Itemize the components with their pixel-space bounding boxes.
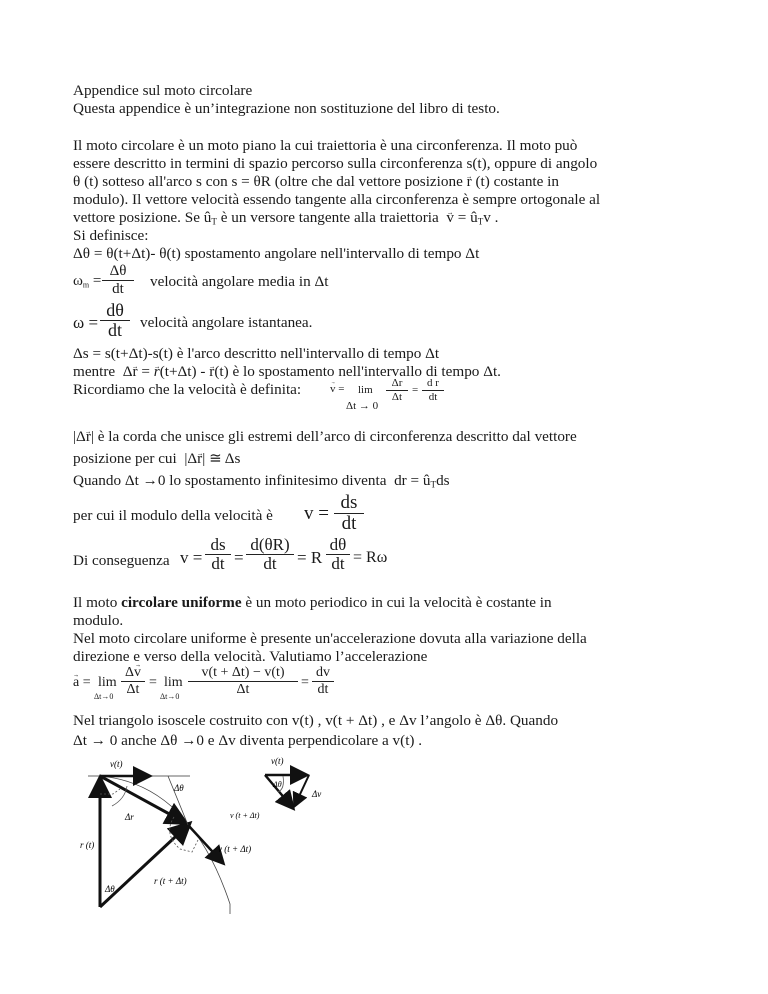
omega-m-symbol: $\omega_m$ = bbox=[73, 273, 102, 290]
conseguenza-frac-2: $\frac{d(\theta R)}{dt}$ bbox=[246, 536, 294, 574]
conseguenza-frac-1: $\frac{ds}{dt}$ bbox=[205, 536, 231, 574]
omega-den: dt bbox=[107, 319, 122, 340]
tri-label-v-t-dt: v (t + Δt) bbox=[230, 811, 260, 820]
accel-limsub-2: Δt→0 bbox=[160, 692, 180, 701]
label-delta-r: Δr bbox=[125, 812, 134, 822]
intro-line-2: essere descritto in termini di spazio percorso sulla circonferenza s(t), oppure di angolo bbox=[73, 155, 598, 172]
mentre-line: mentre Δ→ r = → r(t+Δt) - → r(t) è lo spostamento nell'intervallo di tempo Δt. bbox=[73, 363, 501, 381]
conseguenza-mid: = R bbox=[297, 548, 323, 567]
conseguenza-eq-1: = bbox=[234, 548, 244, 567]
modulo-lhs: v = bbox=[304, 503, 329, 524]
conseguenza-end: = Rω bbox=[353, 549, 388, 566]
intro-line-1: Il moto circolare è un moto piano la cui traiettoria è una circonferenza. Il moto può bbox=[73, 137, 578, 154]
intro-line-3 bbox=[73, 173, 559, 191]
tri-label-v-t: v(t) bbox=[271, 756, 284, 766]
velocity-def: → v = bbox=[330, 383, 344, 395]
label-v-t: v(t) bbox=[110, 759, 123, 769]
unit-vector-uT: $û_T$ bbox=[203, 209, 217, 227]
label-r-t: r (t) bbox=[80, 840, 95, 850]
omega-symbol: ω = bbox=[73, 313, 99, 332]
tri-delta-v bbox=[295, 775, 309, 805]
accel-lim-2: lim bbox=[164, 675, 183, 690]
tri-label-delta-v: Δv bbox=[312, 789, 322, 799]
document-title: Appendice sul moto circolare bbox=[73, 82, 253, 99]
omega-m-desc: velocità angolare media in Δt bbox=[150, 273, 329, 290]
uniforme-line-1: Il moto circolare uniforme è un moto periodico in cui la velocità è costante in bbox=[73, 594, 552, 611]
omega-num: dθ bbox=[100, 301, 130, 321]
velocity-lim: lim bbox=[358, 384, 373, 396]
modulo-fraction: $\frac{ds}{dt}$ bbox=[334, 493, 364, 535]
conseguenza-text: Di conseguenza bbox=[73, 552, 170, 569]
ricordiamo-line: Ricordiamo che la velocità è definita: bbox=[73, 381, 302, 398]
conseguenza-lhs: v = bbox=[180, 548, 203, 567]
velocity-formula: → $v = û_Tv$ . bbox=[443, 209, 499, 226]
omega-desc: velocità angolare istantanea. bbox=[140, 314, 313, 331]
intro-line-5-tail: è un versore tangente alla traiettoria bbox=[220, 209, 439, 226]
velocity-frac-1: $\frac{\Delta r}{\Delta t}$ bbox=[386, 378, 408, 403]
label-delta-theta-top: Δθ bbox=[174, 783, 184, 793]
triangolo-line-2: Δt → 0 anche Δθ →0 e Δv diventa perpendicolare a v(t) . bbox=[73, 732, 423, 749]
quando-line: Quando Δt →0 lo spostamento infinitesimo diventa dr = $û_Tds$ bbox=[73, 472, 450, 490]
accel-frac-3: $\frac{dv}{dt}$ bbox=[312, 666, 334, 697]
conseguenza-frac-3: $\frac{d\theta}{dt}$ bbox=[326, 536, 350, 574]
quando-formula-sub: T bbox=[430, 479, 437, 490]
accel-frac-2: $\frac{v(t + \Delta t) - v(t)}{\Delta t}$ bbox=[188, 666, 298, 697]
velocity-frac-2: $\frac{\text{d r}}{dt}$ bbox=[422, 378, 444, 403]
velocity-lim-sub: Δt → 0 bbox=[346, 400, 379, 412]
accel-frac-1: $\frac{\Delta\to v}{\Delta t}$ bbox=[121, 666, 145, 697]
corda-line: |Δ→ r| è la corda che unisce gli estremi dell’arco di circonferenza descritto dal vettore bbox=[73, 428, 577, 446]
omega-m-num: Δθ bbox=[102, 264, 134, 281]
triangolo-line-1: Nel triangolo isoscele costruito con v(t) , v(t + Δt) , e Δv l’angolo è Δθ. Quando bbox=[73, 712, 559, 729]
uniforme-line-2: modulo. bbox=[73, 612, 124, 629]
accel-lhs: → a = bbox=[73, 675, 91, 691]
uniforme-line-4: direzione e verso della velocità. Valutiamo l’accelerazione bbox=[73, 648, 428, 665]
omega-m-fraction bbox=[102, 264, 134, 297]
v-t-dt-vector bbox=[188, 825, 222, 862]
accel-eq-1: = bbox=[149, 675, 157, 690]
si-definisce: Si definisce: bbox=[73, 227, 149, 244]
posizione-line: posizione per cui |Δ→ r| ≅ Δs bbox=[73, 450, 240, 468]
omega-fraction bbox=[100, 301, 130, 341]
delta-s-line: Δs = s(t+Δt)-s(t) è l'arco descritto nell'intervallo di tempo Δt bbox=[73, 345, 440, 362]
accel-eq-2: = bbox=[301, 675, 309, 690]
label-r-t-dt: r (t + Δt) bbox=[154, 876, 187, 886]
circular-motion-diagram bbox=[80, 752, 350, 932]
abs-delta-r: |Δ→ r| bbox=[73, 428, 94, 445]
accel-lim-1: lim bbox=[98, 675, 117, 690]
accel-limsub-1: Δt→0 bbox=[94, 692, 114, 701]
label-v-t-dt: v (t + Δt) bbox=[218, 844, 252, 854]
tri-label-delta-theta: Δθ bbox=[273, 780, 282, 789]
delta-theta-line: Δθ = θ(t+Δt)- θ(t) spostamento angolare nell'intervallo di tempo Δt bbox=[73, 245, 480, 262]
right-angle-1 bbox=[100, 789, 120, 794]
intro-line-5-text: vettore posizione. Se bbox=[73, 209, 200, 226]
quando-formula: dr = û bbox=[394, 472, 431, 489]
delta-r-vector bbox=[100, 776, 184, 822]
quando-formula-tail: ds bbox=[436, 472, 450, 489]
omega-m-den: dt bbox=[112, 280, 124, 297]
vector-r: → r bbox=[467, 173, 472, 191]
uniforme-bold: circolare uniforme bbox=[121, 594, 242, 611]
intro-line-3-text: θ (t) sotteso all'arco s con s = θR (oltre che dal vettore posizione bbox=[73, 173, 463, 190]
label-delta-theta-bottom: Δθ bbox=[105, 884, 115, 894]
intro-line-3-tail: (t) costante in bbox=[475, 173, 559, 190]
r-t-dt-vector bbox=[100, 825, 188, 907]
document-subtitle: Questa appendice è un’integrazione non sostituzione del libro di testo. bbox=[73, 100, 500, 117]
modulo-line-text: per cui il modulo della velocità è bbox=[73, 507, 273, 524]
velocity-eq: = bbox=[412, 384, 419, 396]
intro-line-4: modulo). Il vettore velocità essendo tangente alla circonferenza è sempre ortogonale al bbox=[73, 191, 601, 208]
uniforme-line-3: Nel moto circolare uniforme è presente un'accelerazione dovuta alla variazione della bbox=[73, 630, 587, 647]
